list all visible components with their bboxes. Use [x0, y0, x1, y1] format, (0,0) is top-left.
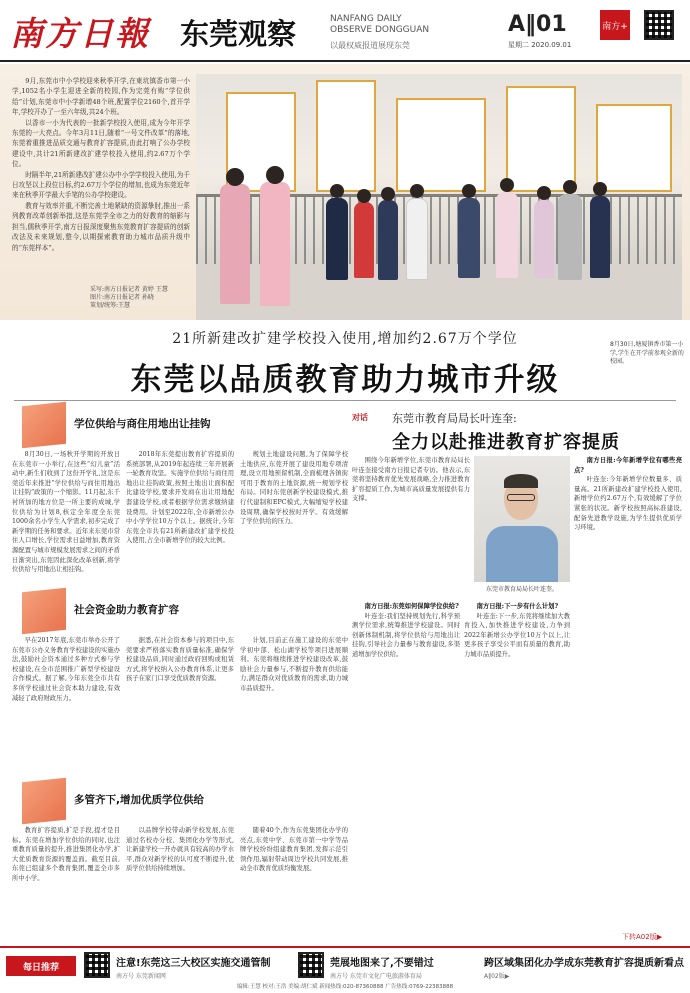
- nanfang-plus-logo: 南方+: [600, 10, 630, 40]
- interview-column: [574, 456, 682, 926]
- glasses-icon: [507, 494, 535, 501]
- intro-paragraph: 教育与效率并重,不断完善土地紧缺的资源挚肘,推出一系列教育改革创新举措,这是东莞学全市之力的好教育的缩影与担当,儒秋季开学,南方日报深度聚焦东莞教育扩容提质的创新改法及未来规划,整今,以期探索教育助力城市品质升级中的“东莞样本”。: [12, 201, 190, 252]
- school-building: [506, 86, 576, 192]
- credit-line: 图片:南方日报记者 孙晓: [90, 294, 154, 301]
- school-building: [596, 104, 672, 192]
- text-column: [240, 450, 348, 584]
- interview-lead: [352, 456, 470, 504]
- text-column: [126, 826, 234, 942]
- person: [558, 194, 582, 280]
- school-photo: [196, 74, 682, 320]
- paragraph: 早在2017年底,东莞市举办公开了东莞市公办义务教育学校建设的实施办法,鼓励社会资本通过多种方式参与学校建设,在全市范围推广新型学校建设合作模式。据了解,今年东莞全市共有多所学校通过社会资本助力建设,有效减轻了政府财政压力。: [12, 637, 120, 702]
- director-portrait: [474, 456, 570, 582]
- person-head: [410, 184, 424, 198]
- promo-source: 南方号 东莞新闻网: [116, 973, 166, 980]
- masthead-slogan: 以最权威报道展现东莞: [330, 41, 410, 50]
- section-body: [12, 826, 348, 942]
- masthead-en-line-2: OBSERVE DONGGUAN: [330, 25, 430, 35]
- person-head: [500, 178, 514, 192]
- main-headline: 东莞以品质教育助力城市升级: [130, 362, 560, 398]
- paragraph: 以品牌学校带动新学校发展,东莞通过名校办分校、集团化办学等形式,让新建学校一开办就具有较高的办学水平,群众对新学校的认可度不断提升,优质学位供给持续增加。: [126, 827, 234, 873]
- person: [326, 198, 348, 280]
- school-building: [316, 80, 376, 192]
- page-number: A‖01: [508, 12, 567, 37]
- paragraph: 随着40个,作为东莞集团化办学的亮点,东莞中学、东莞市第一中学等品牌学校纷纷组建教育集团,发挥示范引领作用,辐射带动周边学校共同发展,推动全市教育优质均衡发展。: [240, 827, 348, 873]
- qr-code-icon: [84, 952, 110, 978]
- portrait-body: [486, 526, 558, 582]
- paragraph: 规划土地建设问题,为了保障学校土地供应,东莞开展了建设用地专项清理,设立用地预留机制,全面梳理各镇街可用于教育的土地资源,统一规划学校布局。同时东莞创新学校建设模式,推行代建制和EPC模式,大幅缩短学校建设周期,确保学校按时开学。有效缓解了学位供给的压力。: [240, 451, 348, 526]
- person: [260, 182, 290, 306]
- text-column: [126, 636, 234, 770]
- interview-column: [352, 602, 460, 930]
- text-column: [240, 636, 348, 770]
- section-title: 社会资金助力教育扩容: [74, 604, 179, 616]
- paragraph: 计划,目前正在施工建设的东莞中学初中部、松山湖学校等项目进展顺利。东莞将继续推进学校建设改革,鼓励社会力量参与,不断提升教育供给能力,满足群众对优质教育的需求,助力城市品质提升。: [240, 637, 348, 692]
- promo-title: 莞展地图来了,不要错过: [330, 958, 434, 969]
- answer: 叶连奎:我们坚持规划先行,科学预测学位需求,统筹推进学校建设。同时创新体制机制,将学位供给与用地出让挂钩,引导社会力量参与教育建设,多渠道增加学位供给。: [352, 612, 460, 658]
- interview-column: [464, 602, 570, 930]
- text-column: [126, 450, 234, 584]
- text-column: [12, 450, 120, 584]
- text-column: [12, 826, 120, 942]
- paragraph: 据悉,在社会资本参与的项目中,东莞要求严格落实教育质量标准,确保学校建设品质,同时通过政府回购或租赁方式,将学校纳入公办教育体系,让更多孩子在家门口享受优质教育资源。: [126, 637, 234, 683]
- person: [378, 200, 398, 280]
- cube-icon: [22, 588, 66, 635]
- person-head: [563, 180, 577, 194]
- interview-headline: 全力以赴推进教育扩容提质: [392, 432, 620, 453]
- portrait-hair: [504, 474, 538, 488]
- cube-icon: [22, 402, 66, 449]
- qr-code-icon: [644, 10, 674, 40]
- interview-article: [352, 404, 682, 944]
- intro-paragraph: 9月,东莞市中小学校迎来秋季开学,在東坑镇香市第一小学,1052名小学生迎进全新的校园,作为完莞有购“学位供给”计划,东莞市中小学新增48个班,配置学位2160个,首开学年,学校开办了一至六年级,共24个班。: [12, 77, 190, 117]
- question: 南方日报:东莞如何保障学位供给?: [364, 603, 459, 610]
- masthead-en-line-1: NANFANG DAILY: [330, 14, 402, 24]
- issue-date: 星期二 2020.09.01: [508, 41, 572, 49]
- promo-title: 跨区域集团化办学成东莞教育扩容提质新看点: [484, 958, 684, 969]
- credit-line: 采写:南方日报记者 黄婷 王慧: [90, 286, 168, 293]
- intro-paragraph: 时隔半年,21所新建改扩建公办中小学学校投入使用,为千日攻坚以上段位目标,约2.67万个学位的增加,也成为东莞近年来在秋季开学最大手笔的公办学校建设。: [12, 170, 190, 200]
- promo-source: 南方号 东莞市文化广电旅游体育局: [330, 973, 422, 980]
- daily-recommend-bar: [0, 946, 690, 982]
- cube-icon: [22, 778, 66, 825]
- text-column: [12, 636, 120, 770]
- photo-caption: 8月30日,塘厦镇香市第一小学,学生在开学前参观全新的校园。: [610, 341, 684, 365]
- answer: 叶连奎:今年新增学位数量多、质量高。21所新建改扩建学校投入使用,新增学位约2.67万个,有效缓解了学位紧张的状况。新学校按照高标准建设,配备先进教学设施,为学生提供优质学习环境。: [574, 476, 682, 532]
- continued-link[interactable]: 下转A02版▶: [622, 933, 663, 941]
- question: 南方日报:下一步有什么计划?: [476, 603, 559, 610]
- masthead: [0, 0, 690, 62]
- section-header: [12, 404, 348, 444]
- section-body: [12, 636, 348, 770]
- section-title: 多管齐下,增加优质学位供给: [74, 794, 204, 806]
- promo-source: A‖02版▶: [484, 973, 510, 980]
- headline-kicker: 21所新建改扩建学校投入使用,增加约2.67万个学位: [172, 331, 518, 347]
- promo-item[interactable]: [116, 954, 271, 980]
- section-title: 东莞观察: [180, 17, 297, 51]
- paragraph: 围绕今年新增学位,东莞市教育局局长叶连奎接受南方日报记者专访。他表示,东莞将坚持教育优先发展战略,全力推进教育扩容提质工作,为城市高质量发展提供有力支撑。: [352, 457, 470, 503]
- person: [590, 196, 610, 278]
- person-head: [357, 189, 371, 203]
- paragraph: 教育扩容提质,扩是手段,提才是目标。东莞在增加学位供给的同时,也注重教育质量的提升,推进集团化办学,扩大优质教育资源的覆盖面。截至目前,东莞已组建多个教育集团,覆盖全市多所中小学。: [12, 827, 120, 882]
- page-footer: 编辑:王慧 校对:王浩 美编:胡仁斌 新闻热线:020-87360888 广告热线:0769-22383888: [236, 984, 454, 990]
- person-head: [330, 184, 344, 198]
- text-column: [240, 826, 348, 942]
- intro-text: [12, 76, 190, 253]
- person: [534, 200, 554, 278]
- person: [458, 198, 480, 278]
- person: [406, 198, 428, 280]
- paragraph: 8月30日,一场秋开学期的开放日在东莞市一小举行,在这些“幻儿童”活动中,新生们收到了这份开学礼,这是东莞近年来推进“学位供给与商住用地出让挂钩”政策的一个缩影。11月起,东千衬所加的地方位是一所主要的成城,学位供给为计划8,核定全年度全东莞1000余名小学生入学需求,初步完成了新学期的任务和要求。近年来东莞市常住人口增长,学位需求日益增加,教育资源配置与城市规模发展需求之间的矛盾日渐突出,东莞因此深化改革创新,将学位供给与用地出让相挂钩。: [12, 451, 120, 574]
- person-head: [462, 184, 476, 198]
- school-building: [396, 98, 486, 192]
- person: [220, 184, 250, 304]
- paragraph: 2018年东莞提出教育扩容提质的系统部署,从2019年起连续三年开展新一轮教育攻坚。实施学位供给与商住用地出让挂钩政策,按照土地出让面积配比建设学校,要求开发商在出让用地配套建设学校,或者根据学位需求缴纳建设费用。计划至2022年,全市新增公办中小学学位10万个以上。据统计,今年东莞全市共有21所新建改扩建学校投入使用,占全市新增学位的较大比例。: [126, 451, 234, 545]
- daily-recommend-badge: 每日推荐: [6, 956, 76, 976]
- answer: 叶连奎:下一步,东莞将继续加大教育投入,加快推进学校建设,力争到2022年新增公办学位10万个以上,让更多孩子享受公平而有质量的教育,助力城市品质提升。: [464, 612, 570, 658]
- section-title: 学位供给与商住用地出让挂钩: [74, 418, 211, 430]
- qr-code-icon: [298, 952, 324, 978]
- credit-line: 策划/统筹:王慧: [90, 302, 131, 309]
- person: [496, 192, 518, 278]
- main-article: [12, 404, 348, 944]
- dialogue-tag: 对话: [352, 413, 368, 422]
- section-header: [12, 780, 348, 820]
- credits: [90, 286, 168, 310]
- promo-item[interactable]: [484, 954, 684, 980]
- interview-kicker: 东莞市教育局局长叶连奎:: [392, 412, 517, 425]
- portrait-caption: 东莞市教育局局长叶连奎。: [485, 586, 558, 593]
- section-body: [12, 450, 348, 584]
- promo-item[interactable]: [330, 954, 434, 980]
- divider: [14, 400, 676, 401]
- newspaper-brand: 南方日報: [10, 14, 150, 53]
- person-head: [537, 186, 551, 200]
- intro-paragraph: 以香市一小为代表的一批新学校投入使用,成为今年开学东莞的一大亮点。今年3月11日,随着“一号文件改革”的落地,东莞着重推进品质交通与教育扩容提质,由此打响了公办学校建设中,共计21所新建改扩建学校投入使用,约2.67万个学位。: [12, 118, 190, 169]
- masthead-english-name: [330, 14, 429, 36]
- promo-title: 注意!东莞这三大校区实施交通管制: [116, 958, 271, 969]
- person-head: [593, 182, 607, 196]
- section-header: [12, 590, 348, 630]
- person: [354, 202, 374, 278]
- person-head: [381, 187, 395, 201]
- person-head: [226, 168, 244, 186]
- question: 南方日报:今年新增学位有哪些亮点?: [574, 457, 682, 474]
- person-head: [266, 166, 284, 184]
